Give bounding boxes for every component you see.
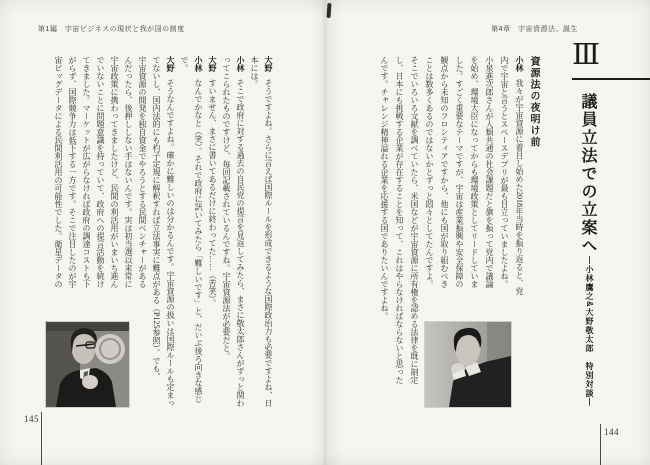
page-144 (325, 0, 650, 465)
dialogue-column (467, 56, 481, 318)
dialogue-column (497, 56, 511, 318)
dialogue-column (177, 56, 191, 410)
column-text: した。すごく重要なテーマですが、宇宙は産業振興や安全保障の (455, 56, 464, 288)
column-text: 本には。 (250, 56, 259, 88)
portrait-photo-left-page (46, 322, 129, 407)
running-head-right: 第4章 宇宙資源法、誕生 (491, 26, 578, 33)
page-number-left: 145 (24, 414, 39, 424)
dialogue-column (392, 56, 406, 410)
column-text: なんでかなと（笑）。それで政府に訊いてみたら「難しいです」と、だいぶ後ろ向きな感じ (194, 79, 203, 403)
dialogue-column (107, 56, 121, 318)
folio-rule-right (600, 424, 601, 465)
dialogue-column (205, 56, 219, 410)
column-text: 宙ビッグデータによる民間利活用の可能性でした。衛星データの (54, 56, 63, 288)
dialogue-column (422, 56, 436, 318)
column-text: 内で宇宙と言うとスペースデブリが最も目立っていましたよね。 (500, 56, 509, 288)
speaker-name: 大野 (208, 56, 217, 72)
column-text: がらず、国際競争力は低下する一方です。そこで注目したのが宇 (68, 56, 77, 288)
dialogue-column (79, 56, 93, 318)
column-text: てないし、国内法的にも杓子定規に解釈すれば立法事実に難点がある（P125参照）。でも、 (152, 56, 161, 381)
chapter-title-rule (572, 78, 650, 80)
speaker-name: 大野 (264, 56, 273, 72)
column-text: 宇宙政策に携わってきましたけど、民間の利活用がいまいち進ん (110, 56, 119, 288)
dialogue-column (247, 56, 261, 410)
column-text: で。 (180, 56, 189, 72)
portrait-illustration (46, 322, 129, 407)
speaker-name: 小林 (236, 56, 245, 72)
column-text: んです。チャレンジ精神溢れる企業を応援する国でありたいんですよね。 (380, 56, 389, 320)
dialogue-column (93, 56, 107, 318)
speaker-name: 小林 (194, 56, 203, 72)
running-head-left: 第1編 宇宙ビジネスの現状と我が国の制度 (38, 26, 185, 33)
section-heading: 資源法の夜明け前 (528, 56, 539, 148)
dialogue-column (219, 56, 233, 410)
portrait-photo-right-page (425, 322, 511, 407)
portrait-illustration (425, 322, 511, 407)
dialogue-column (261, 56, 275, 410)
chapter-subtitle: ―小林鷹之&大野敬太郎 特別対談― (585, 256, 594, 407)
dialogue-column (407, 56, 421, 410)
dialogue-column (135, 56, 149, 318)
column-text: そこでいろいろ文献を調べていたら、米国などが宇宙資源に所有権を認める法律を既に制定 (410, 56, 419, 384)
dialogue-column (163, 56, 177, 410)
column-text: んだったら、後押ししない手はないんです。実は初当選以来常に (124, 56, 133, 288)
dialogue-column (191, 56, 205, 410)
dialogue-column (437, 56, 451, 318)
column-text: すいません、まさに書いてあるだけに終わってた……（苦笑）。 (208, 79, 217, 307)
dialogue-column (512, 56, 526, 410)
column-text: 我々が宇宙資源に着目し始めた2018年当時を振り返ると、党 (515, 79, 524, 295)
column-text: を始め、環境大臣になってからも環境政策としてリードしていま (470, 56, 479, 288)
chapter-numeral: Ⅲ (572, 37, 600, 71)
dialogue-column (452, 56, 466, 318)
dialogue-column (482, 56, 496, 318)
dialogue-column (233, 56, 247, 410)
column-text: そうですよね。さらに言えば国際ルールを形成できるような国際政治力も必要ですよね、日 (264, 79, 273, 407)
column-text: そこで政府に対する過去の自民党の提言を見返してみたら、まさに敬太郎さんがずっと関わ (236, 79, 245, 407)
chapter-title: 議員立法での立案へ (579, 93, 596, 255)
column-text: 小泉進次郎さんが人類共通の社会課題だと旗を振って党内で議論 (485, 56, 494, 288)
dialogue-column (65, 56, 79, 318)
column-text: そうなんですよね。確かに難しいのは分かるんです。宇宙資源の扱いは国際ルールも定まっ (166, 79, 175, 407)
folio-rule-left (41, 412, 42, 465)
dialogue-column (149, 56, 163, 410)
column-text: てきました。マーケットが広がらなければ政府の調達コストも下 (82, 56, 91, 288)
speaker-name: 大野 (166, 56, 175, 72)
page-number-right: 144 (604, 427, 619, 437)
column-text: ってこられたものですけど、毎回記載されているんですね。宇宙資源法が必要だと。 (222, 56, 231, 360)
column-text: 観点から未知のフロンティアですから、他にも国が取り組むべき (440, 56, 449, 288)
speaker-name: 小林 (515, 56, 524, 72)
column-text: ことは数多くあるのではないかとずっと悶々としてたんですよ。 (425, 56, 434, 288)
dialogue-column (121, 56, 135, 318)
column-text: 宇宙資源の開発を独自資金でやろうとする民間ベンチャーがある (138, 56, 147, 288)
column-text: でいないことに問題意識を持っていて、政府への提言活動を続け (96, 56, 105, 288)
dialogue-column (51, 56, 65, 318)
column-text: し、日本にも挑戦する企業が存在することを知って、これはやらなければならないと思った (395, 56, 404, 384)
dialogue-column (377, 56, 391, 410)
